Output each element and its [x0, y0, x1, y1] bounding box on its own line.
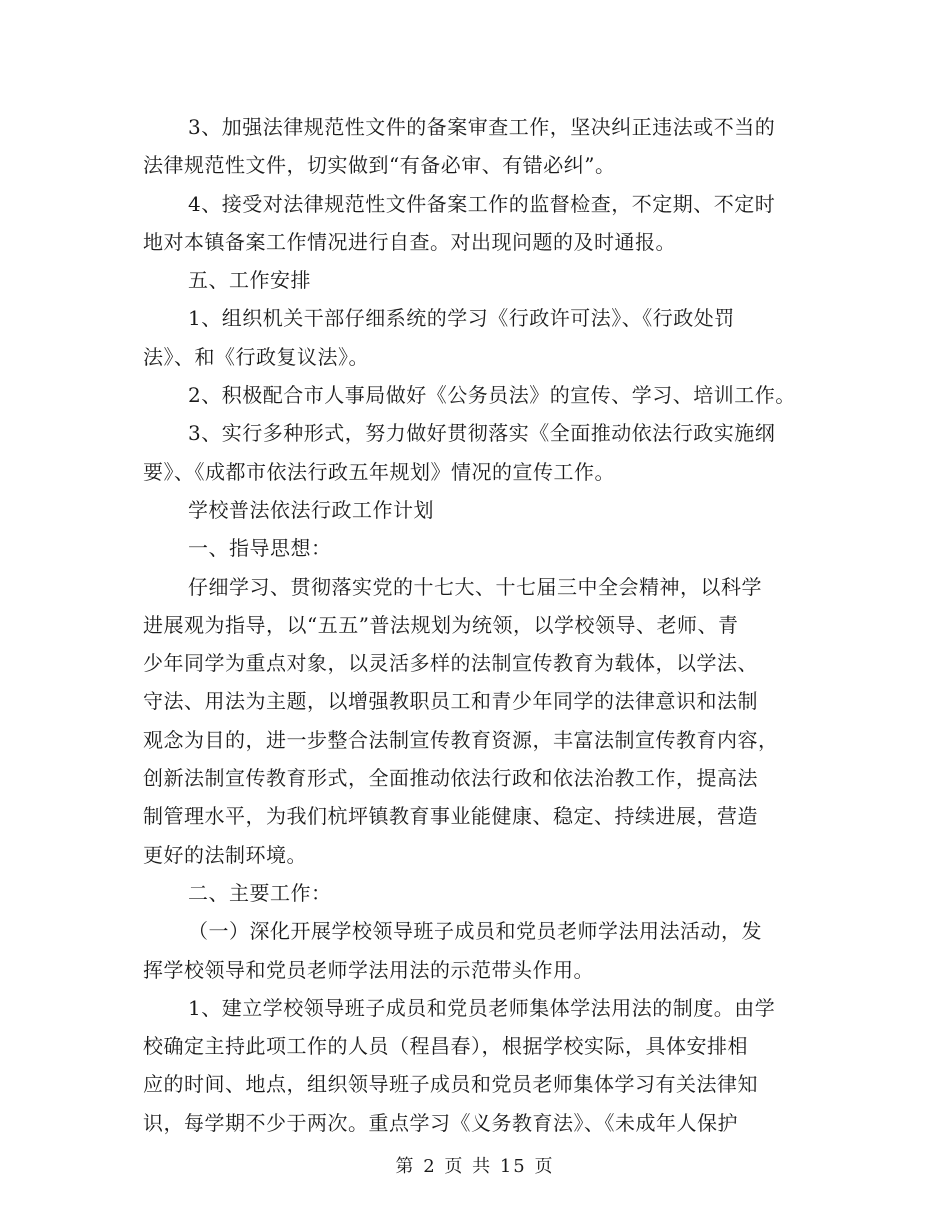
text-line: 守法、用法为主题，以增强教职员工和青少年同学的法律意识和法制	[143, 689, 758, 714]
page-footer: 第 2 页 共 15 页	[395, 1156, 555, 1177]
text-line: 要》、《成都市依法行政五年规划》情况的宣传工作。	[143, 459, 615, 484]
text-line: 制管理水平，为我们杭坪镇教育事业能健康、稳定、持续进展，营造	[143, 804, 758, 829]
text-line: 更好的法制环境。	[143, 842, 307, 867]
text-line: 应的时间、地点，组织领导班子成员和党员老师集体学习有关法律知	[143, 1072, 758, 1097]
text-line: 创新法制宣传教育形式，全面推动依法行政和依法治教工作，提高法	[143, 766, 758, 791]
text-line: 五、工作安排	[188, 268, 311, 293]
text-line: 进展观为指导，以“五五”普法规划为统领，以学校领导、老师、青	[143, 612, 739, 637]
text-line: 法》、和《行政复议法》。	[143, 344, 369, 369]
text-line: 学校普法依法行政工作计划	[188, 497, 434, 522]
text-line: 一、指导思想：	[188, 536, 332, 561]
text-line: 2、积极配合市人事局做好《公务员法》的宣传、学习、培训工作。	[188, 383, 796, 408]
document-body	[143, 108, 808, 1142]
text-line: 3、实行多种形式，努力做好贯彻落实《全面推动依法行政实施纲	[188, 421, 776, 446]
text-line: （一）深化开展学校领导班子成员和党员老师学法用法活动，发	[188, 919, 762, 944]
text-line: 挥学校领导和党员老师学法用法的示范带头作用。	[143, 957, 594, 982]
text-line: 校确定主持此项工作的人员（程昌春），根据学校实际，具体安排相	[143, 1034, 748, 1059]
text-line: 地对本镇备案工作情况进行自查。对出现问题的及时通报。	[143, 229, 676, 254]
text-line: 4、接受对法律规范性文件备案工作的监督检查，不定期、不定时	[188, 191, 776, 216]
text-line: 观念为目的，进一步整合法制宣传教育资源，丰富法制宣传教育内容，	[143, 727, 779, 752]
text-line: 仔细学习、贯彻落实党的十七大、十七届三中全会精神，以科学	[188, 574, 762, 599]
text-line: 1、建立学校领导班子成员和党员老师集体学法用法的制度。由学	[188, 995, 776, 1020]
text-line: 二、主要工作：	[188, 880, 332, 905]
text-line: 1、组织机关干部仔细系统的学习《行政许可法》、《行政处罚	[188, 306, 735, 331]
text-line: 3、加强法律规范性文件的备案审查工作，坚决纠正违法或不当的	[188, 115, 776, 139]
text-line: 法律规范性文件，切实做到“有备必审、有错必纠”。	[143, 153, 616, 178]
text-line: 少年同学为重点对象，以灵活多样的法制宣传教育为载体，以学法、	[143, 651, 758, 676]
text-line: 识，每学期不少于两次。重点学习《义务教育法》、《未成年人保护	[143, 1110, 738, 1135]
